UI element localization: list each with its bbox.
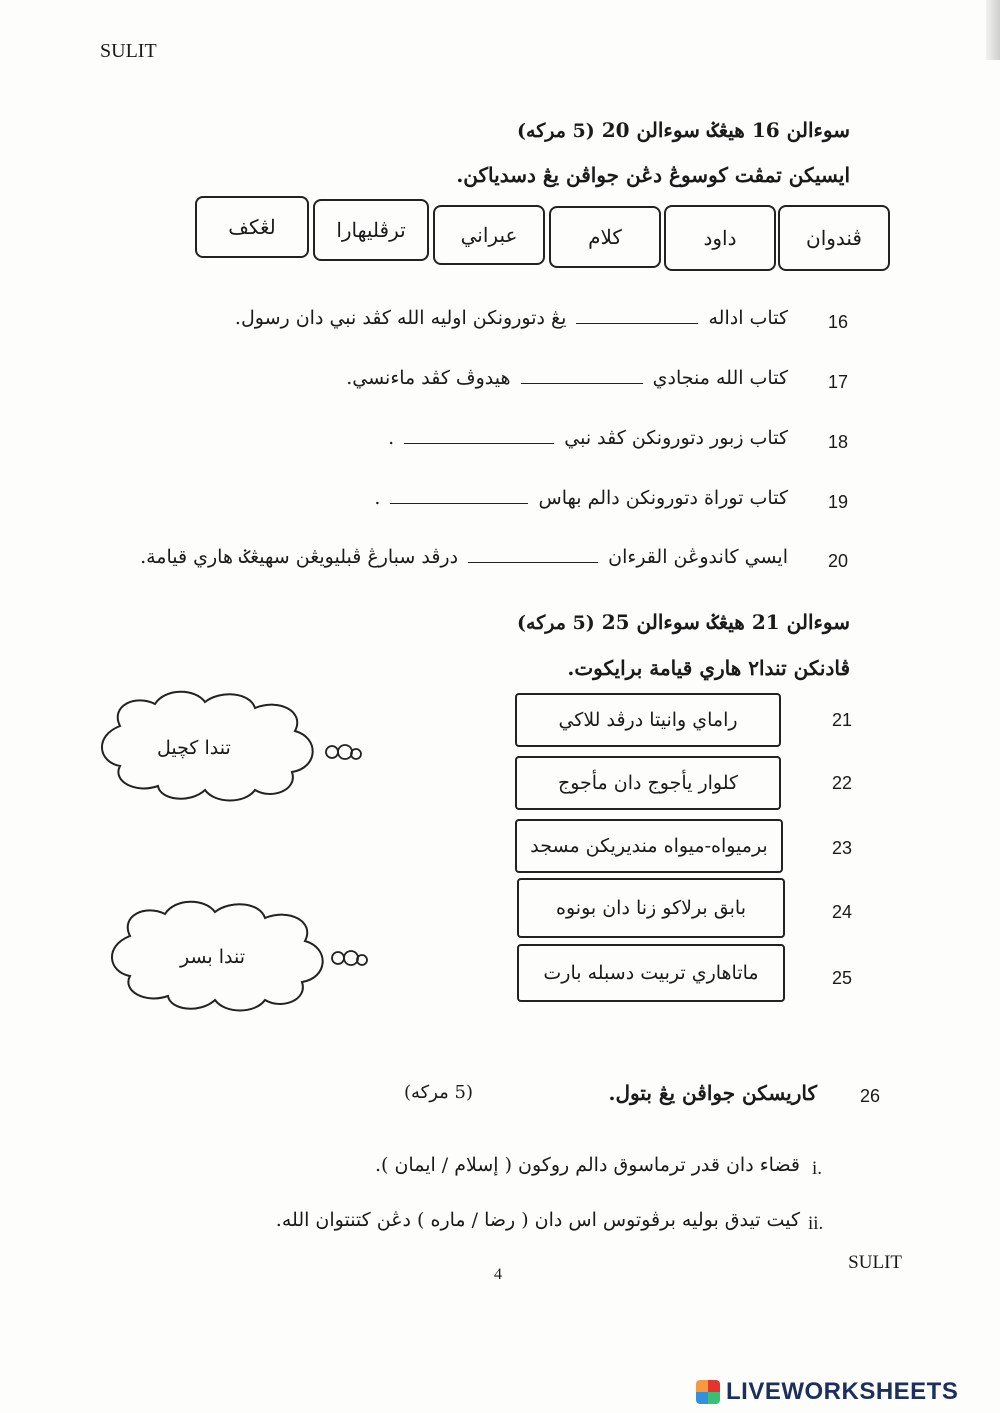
- scan-edge-shadow: [986, 0, 1000, 60]
- item-label-ii: ii.: [808, 1213, 824, 1234]
- question-number-16: 16: [828, 312, 849, 332]
- question-16-after: يڠ دتورونكن اوليه الله كڤد نبي دان رسول.: [234, 307, 567, 329]
- event-number-23: 23: [832, 838, 853, 858]
- event-box-25[interactable]: ماتاهاري تربيت دسبله بارت: [517, 944, 785, 1002]
- answer-blank-20[interactable]: [468, 562, 598, 563]
- section1-title: سوءالن 16 هيڠݢ سوءالن 20: [601, 118, 850, 142]
- event-number-22: 22: [832, 773, 853, 793]
- word-box-5: ترڤليهارا: [313, 199, 429, 261]
- section1-marks: (5 مركه): [517, 120, 595, 142]
- section2-instruction: ڤادنكن تندا٢ هاري قيامة برايكوت.: [567, 656, 850, 680]
- event-box-24[interactable]: بابق برلاكو زنا دان بونوه: [517, 878, 785, 938]
- word-box-6: لڠكف: [195, 196, 309, 258]
- answer-blank-17[interactable]: [521, 383, 643, 384]
- answer-blank-19[interactable]: [390, 503, 528, 504]
- question-20-after: درڤد سبارڠ ڤبليويڠن سهيڠݢ هاري قيامة.: [140, 546, 459, 568]
- question-number-17: 17: [828, 372, 849, 392]
- answer-blank-18[interactable]: [404, 443, 554, 444]
- section3-marks: (5 مركه): [404, 1082, 474, 1103]
- question-19-before: كتاب توراة دتورونكن دالم بهاس: [538, 487, 788, 509]
- question-16: [235, 307, 788, 329]
- classification-header: SULIT: [100, 40, 157, 62]
- section1-title-row: [517, 118, 850, 142]
- event-number-21: 21: [832, 710, 853, 730]
- item-label-i: i.: [812, 1158, 823, 1179]
- answer-blank-16[interactable]: [576, 323, 698, 324]
- word-box-2: داود: [664, 205, 776, 271]
- item-ii-statement[interactable]: كيت تيدق بوليه برڤوتوس اس دان ( رضا / ماره ) دڠن كتنتوان الله.: [275, 1209, 800, 1231]
- section2-title-row: [517, 610, 850, 634]
- event-number-25: 25: [832, 968, 853, 988]
- question-18: [388, 427, 788, 449]
- question-16-before: كتاب اداله: [708, 307, 788, 329]
- section2-title: سوءالن 21 هيڠݢ سوءالن 25: [601, 610, 850, 634]
- question-number-18: 18: [828, 432, 849, 452]
- liveworksheets-logo[interactable]: [696, 1378, 958, 1406]
- liveworksheets-brand: LIVEWORKSHEETS: [726, 1378, 959, 1405]
- classification-footer: SULIT: [848, 1252, 902, 1273]
- question-17: [346, 367, 788, 389]
- liveworksheets-logo-icon: [696, 1380, 720, 1404]
- question-number-26: 26: [860, 1086, 881, 1106]
- item-i-statement[interactable]: قضاء دان قدر ترماسوق دالم روكون ( إسلام / ايمان ).: [374, 1154, 800, 1176]
- word-box-4: عبراني: [433, 205, 545, 265]
- question-20-before: ايسي كاندوڠن القرءان: [608, 546, 788, 568]
- cloud-label-small-signs: تندا كچيل: [157, 737, 231, 759]
- question-number-20: 20: [828, 551, 849, 571]
- question-19: [374, 487, 788, 509]
- question-18-after: .: [388, 427, 395, 449]
- event-box-21[interactable]: راماي وانيتا درڤد للاكي: [515, 693, 781, 747]
- question-17-before: كتاب الله منجادي: [652, 367, 788, 389]
- word-box-1: ڤندوان: [778, 205, 890, 271]
- question-18-before: كتاب زبور دتورونكن كڤد نبي: [564, 427, 788, 449]
- page-number: 4: [494, 1266, 502, 1283]
- question-20: [140, 546, 788, 568]
- question-17-after: هيدوڤ كڤد ماءنسي.: [346, 367, 511, 389]
- cloud-label-big-signs: تندا بسر: [180, 946, 246, 968]
- event-number-24: 24: [832, 902, 853, 922]
- event-box-22[interactable]: كلوار يأجوج دان مأجوج: [515, 756, 781, 810]
- section3-instruction: كاريسكن جواڤن يڠ بتول.: [608, 1081, 817, 1105]
- question-number-19: 19: [828, 492, 849, 512]
- word-box-3: كلام: [549, 206, 661, 268]
- section2-marks: (5 مركه): [517, 612, 595, 634]
- question-19-after: .: [374, 487, 381, 509]
- section1-instruction: ايسيكن تمڤت كوسوڠ دڠن جواڤن يڠ دسدياكن.: [456, 163, 850, 187]
- event-box-23[interactable]: برميواه-ميواه منديريكن مسجد: [515, 819, 783, 873]
